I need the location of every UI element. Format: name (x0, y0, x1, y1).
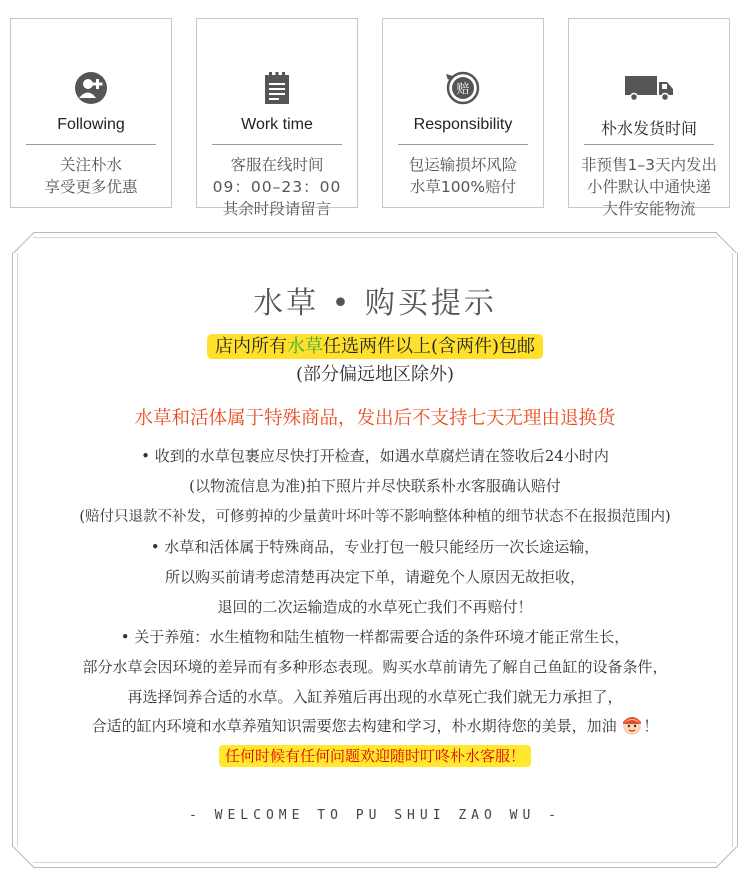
notice-line: 所以购买前请考虑清楚再决定下单，请避免个人原因无故拒收， (164, 568, 585, 586)
no-return-warning: 水草和活体属于特殊商品，发出后不支持七天无理由退换货 (134, 408, 616, 429)
card-desc: 非预售1–3天内发出 小件默认中通快递 大件安能物流 (581, 156, 717, 218)
notice-line: 退回的二次运输造成的水草死亡我们不再赔付！ (217, 598, 533, 616)
card-desc: 客服在线时间 09：00–23：00 其余时段请留言 (212, 156, 342, 218)
notice-line: 再选择饲养合适的水草。入缸养殖后再出现的水草死亡我们就无力承担了， (127, 688, 623, 706)
card-desc: 关注朴水 享受更多优惠 (44, 156, 138, 196)
responsibility-card (382, 18, 544, 208)
purchase-notice-panel (12, 232, 738, 868)
card-title: 朴水发货时间 (600, 121, 697, 138)
svg-text:赔: 赔 (456, 82, 470, 97)
welcome-footer: - WELCOME TO PU SHUI ZAO WU - (189, 808, 561, 823)
notice-line: 合适的缸内环境和水草养殖知识需要您去构建和学习，朴水期待您的美景，加油 ！ (12, 714, 738, 740)
truck-icon (568, 68, 730, 108)
notice-line: • 水草和活体属于特殊商品，专业打包一般只能经历一次长途运输， (150, 538, 600, 556)
work-time-card (196, 18, 358, 218)
notice-line: (赔付只退款不补发，可修剪掉的少量黄叶坏叶等不影响整体种植的细节状态不在报损范围内) (79, 509, 671, 525)
notice-line: 部分水草会因环境的差异而有多种形态表现。购买水草前请先了解自己鱼缸的设备条件， (82, 658, 668, 676)
customer-service-tip: 任何时候有任何问题欢迎随时叮咚朴水客服！ (12, 745, 738, 766)
notice-line: • 关于养殖：水生植物和陆生植物一样都需要合适的条件环境才能正常生长， (120, 628, 630, 646)
document-icon (196, 68, 358, 108)
card-desc: 包运输损坏风险 水草100%赔付 (408, 156, 518, 196)
notice-line: (以物流信息为准)拍下照片并尽快联系朴水客服确认赔付 (189, 477, 561, 495)
cheer-emoji-icon (621, 714, 643, 740)
compensation-icon (382, 68, 544, 108)
card-title: Work time (241, 116, 313, 133)
add-user-icon (10, 68, 172, 108)
shipping-card (568, 18, 730, 218)
notice-heading: 水草 • 购买提示 (253, 286, 497, 321)
card-title: Responsibility (413, 116, 513, 133)
promo-exception: (部分偏远地区除外) (295, 364, 455, 385)
free-shipping-promo: 店内所有水草任选两件以上(含两件)包邮 (12, 332, 738, 358)
card-title: Following (57, 116, 125, 133)
following-card (10, 18, 172, 208)
notice-line: • 收到的水草包裹应尽快打开检查，如遇水草腐烂请在签收后24小时内 (141, 447, 609, 465)
